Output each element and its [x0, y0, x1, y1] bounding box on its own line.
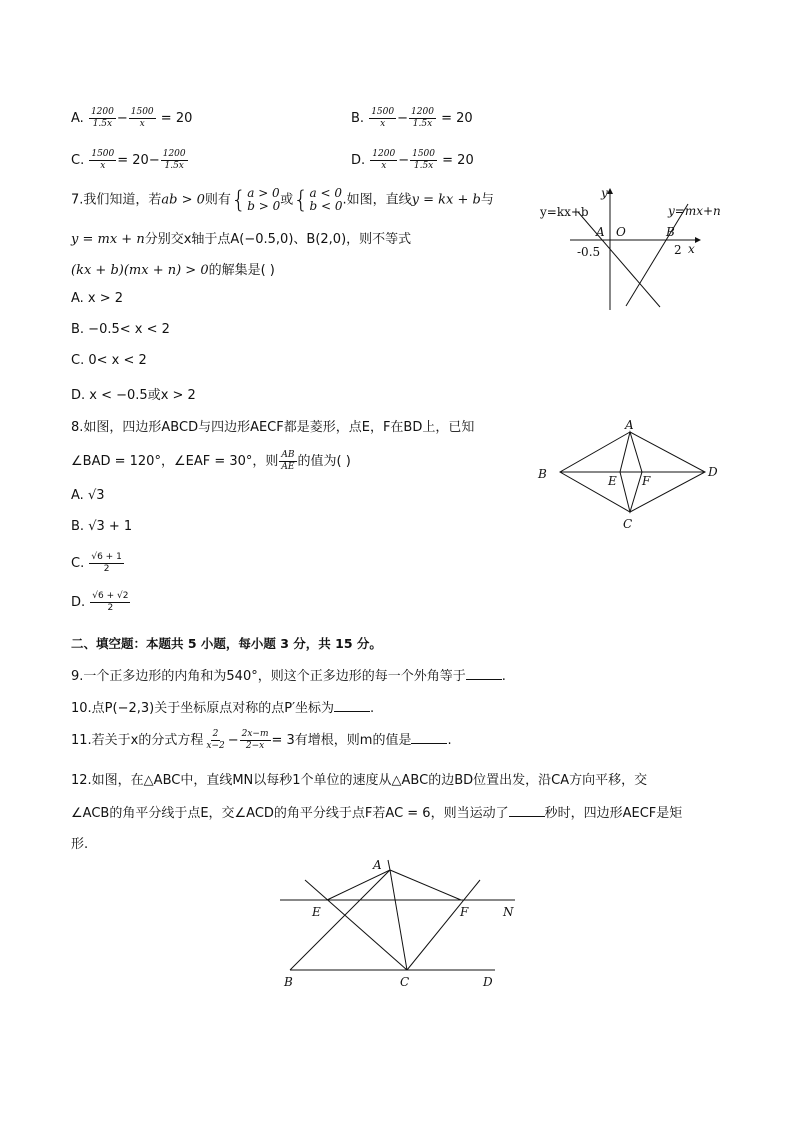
label-E: E — [312, 905, 321, 919]
label-mx-n: y=mx+n — [668, 204, 721, 218]
q7-option-c: C. 0< x < 2 — [71, 353, 147, 368]
label-kx-b: y=kx+b — [540, 205, 589, 219]
q12-line1: 12.如图，在△ABC中，直线MN以每秒1个单位的速度从△ABC的边BD位置出发，沿CA方向平移，交 — [71, 773, 648, 788]
q7-line2: y = mx + n分别交x轴于点A(−0.5,0)、B(2,0)，则不等式 — [71, 232, 412, 247]
segment-ab — [290, 870, 390, 970]
tick-a — [388, 860, 390, 870]
q8-option-c: C. $\frac{√6 + 1}{2}$ — [71, 552, 122, 574]
q9: 9.一个正多边形的内角和为540°，则这个正多边形的每一个外角等于 . — [71, 669, 506, 684]
q8-option-a: A. √3 — [71, 488, 105, 503]
label-B: B — [538, 467, 547, 481]
label-B: B — [284, 975, 293, 989]
label-x: x — [688, 242, 695, 256]
segment-af — [390, 870, 461, 900]
q12-line3: 形. — [71, 837, 89, 852]
segment-ae — [327, 870, 390, 900]
q8-option-d: D. $\frac{√6 + √2}{2}$ — [71, 591, 129, 613]
label-N: N — [503, 905, 514, 919]
q7-option-b: B. −0.5< x < 2 — [71, 322, 170, 337]
label-neg-half: -0.5 — [577, 245, 601, 259]
q8-line1: 8.如图，四边形ABCD与四边形AECF都是菱形，点E，F在BD上，已知 — [71, 420, 475, 435]
label-two: 2 — [674, 243, 682, 257]
bisector-ce — [305, 880, 407, 970]
q6-option-a: A. $\frac{1200}{1.5x}$ − $\frac{1500}{x}$ = 20 — [71, 107, 193, 129]
q9-answer-blank[interactable] — [466, 667, 502, 680]
label-B: B — [666, 225, 675, 239]
q8-figure — [530, 412, 730, 537]
q7-option-d: D. x < −0.5或x > 2 — [71, 388, 196, 403]
q11: 11.若关于x的分式方程 $\frac{2}{x-2}$ − $\frac{2x-m}{2-x}$ = 3有增根，则m的值是 . — [71, 729, 452, 751]
label-A: A — [596, 225, 605, 239]
y-axis-arrow — [607, 188, 613, 194]
q10-answer-blank[interactable] — [334, 699, 370, 712]
label-D: D — [708, 465, 718, 479]
q12-figure — [270, 850, 530, 995]
q8-line2: ∠BAD = 120°，∠EAF = 30°，则 $\frac{AB}{AE}$ 的值为( ) — [71, 450, 351, 472]
label-F: F — [460, 905, 469, 919]
q10: 10.点P(−2,3)关于坐标原点对称的点P′坐标为 . — [71, 701, 375, 716]
q12-line2: ∠ACB的角平分线于点E，交∠ACD的角平分线于点F若AC = 6，则当运动了 秒时，四边形AECF是矩 — [71, 806, 683, 821]
section-heading: 二、填空题：本题共 5 小题，每小题 3 分，共 15 分。 — [71, 636, 382, 651]
label-C: C — [400, 975, 410, 989]
x-axis-arrow — [695, 237, 701, 243]
q7-option-a: A. x > 2 — [71, 291, 124, 306]
q12-answer-blank[interactable] — [509, 804, 545, 817]
label-A: A — [373, 858, 382, 872]
label-y: y — [601, 186, 608, 200]
q8-option-b: B. √3 + 1 — [71, 519, 133, 534]
q11-answer-blank[interactable] — [411, 731, 447, 744]
label-C: C — [623, 517, 633, 531]
label-E: E — [608, 474, 617, 488]
bisector-cf — [407, 880, 480, 970]
q7-line1: 7.我们知道，若ab > 0则有 { a > 0 b > 0 或 { a < 0 b < 0 .如图，直线y = kx + b与 — [71, 186, 494, 214]
q6-option-d: D. $\frac{1200}{x}$ − $\frac{1500}{1.5x}$ = 20 — [351, 149, 474, 171]
label-A: A — [625, 418, 634, 432]
label-O: O — [616, 225, 626, 239]
q7-figure — [530, 180, 730, 315]
label-D: D — [483, 975, 493, 989]
label-F: F — [642, 474, 651, 488]
q6-option-c: C. $\frac{1500}{x}$ = 20− $\frac{1200}{1.5x}$ — [71, 149, 186, 171]
segment-ac — [390, 870, 407, 970]
q7-line3: (kx + b)(mx + n) > 0的解集是( ) — [71, 263, 275, 278]
q6-option-b: B. $\frac{1500}{x}$ − $\frac{1200}{1.5x}$ = 20 — [351, 107, 473, 129]
